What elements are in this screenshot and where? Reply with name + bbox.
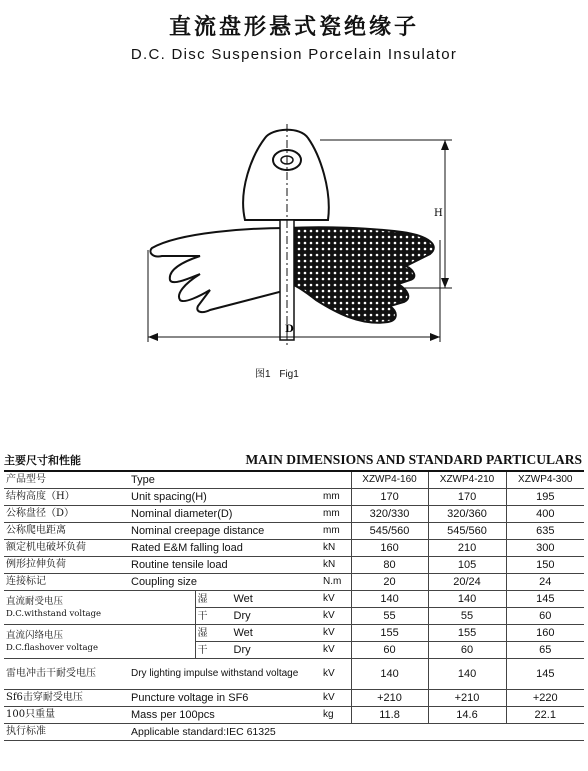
row-unit: mm [321, 523, 351, 540]
row-unit: mm [321, 489, 351, 506]
row-value: 14.6 [428, 707, 506, 724]
row-label-cn: 公称爬电距离 [4, 523, 129, 540]
row-value: 65 [506, 642, 584, 659]
row-value: 145 [506, 659, 584, 690]
row-label-en: Nominal diameter(D) [129, 506, 321, 523]
figure-caption-en: Fig1 [279, 369, 299, 380]
row-value: 150 [506, 557, 584, 574]
shed-left [150, 228, 287, 312]
row-label-cn: 例形拉伸负荷 [4, 557, 129, 574]
row-value: 160 [506, 625, 584, 642]
table-row-withstand-wet: 直流耐受电压 D.C.withstand voltage 湿 Wet kV 140 140 145 [4, 591, 584, 608]
table-row [4, 574, 584, 591]
figure-caption [255, 365, 299, 380]
figure-caption-cn: 图1 [255, 369, 271, 380]
row-value: 140 [351, 591, 428, 608]
row-value: +210 [351, 690, 428, 707]
row-unit: kN [321, 557, 351, 574]
row-value: 160 [351, 540, 428, 557]
row-value: 140 [428, 659, 506, 690]
specs-table [4, 470, 584, 741]
row-value: 300 [506, 540, 584, 557]
row-value: 20 [351, 574, 428, 591]
row-value: 11.8 [351, 707, 428, 724]
table-row [4, 557, 584, 574]
row-value: 24 [506, 574, 584, 591]
header-model: XZWP4-160 [351, 471, 428, 489]
row-value: 80 [351, 557, 428, 574]
row-value: 195 [506, 489, 584, 506]
row-value: 145 [506, 591, 584, 608]
row-value: 545/560 [351, 523, 428, 540]
row-value: +210 [428, 690, 506, 707]
withstand-label: 直流耐受电压 D.C.withstand voltage [4, 591, 195, 625]
row-value: 320/330 [351, 506, 428, 523]
row-value: 170 [351, 489, 428, 506]
table-row [4, 506, 584, 523]
h-arrow-top [441, 140, 449, 150]
header-type-en: Type [129, 471, 321, 489]
insulator-cross-section-svg [140, 120, 460, 350]
table-row-standard: 执行标准 Applicable standard:IEC 61325 [4, 724, 584, 741]
row-value: 140 [351, 659, 428, 690]
row-value: 20/24 [428, 574, 506, 591]
d-label: D [285, 324, 294, 335]
row-value: 155 [351, 625, 428, 642]
table-row-flashover-dry: 干 Dry kV 60 60 65 [4, 642, 584, 659]
table-header-row [4, 471, 584, 489]
row-value: 400 [506, 506, 584, 523]
h-arrow-bottom [441, 278, 449, 288]
d-arrow-left [148, 333, 158, 341]
table-row-withstand-dry: 干 Dry kV 55 55 60 [4, 608, 584, 625]
row-label-en: Unit spacing(H) [129, 489, 321, 506]
table-row-puncture: Sf6击穿耐受电压 Puncture voltage in SF6 kV +210 +210 +220 [4, 690, 584, 707]
header-type-cn: 产品型号 [4, 471, 129, 489]
row-label-cn: 公称盘径（D） [4, 506, 129, 523]
row-label-en: Routine tensile load [129, 557, 321, 574]
row-unit: mm [321, 506, 351, 523]
d-arrow-right [430, 333, 440, 341]
row-value: 105 [428, 557, 506, 574]
table-row-impulse: 雷电冲击干耐受电压 Dry lighting impulse withstand voltage kV 140 140 145 [4, 659, 584, 690]
shed-right [287, 227, 434, 322]
row-label-cn: 结构高度（H） [4, 489, 129, 506]
row-label-en: Rated E&M falling load [129, 540, 321, 557]
table-row [4, 489, 584, 506]
row-value: +220 [506, 690, 584, 707]
row-value: 55 [351, 608, 428, 625]
row-value: 170 [428, 489, 506, 506]
header-model: XZWP4-300 [506, 471, 584, 489]
row-value: 60 [506, 608, 584, 625]
row-value: 140 [428, 591, 506, 608]
cap [243, 130, 329, 220]
table-row-mass: 100只重量 Mass per 100pcs kg 11.8 14.6 22.1 [4, 707, 584, 724]
row-value: 155 [428, 625, 506, 642]
row-value: 22.1 [506, 707, 584, 724]
row-unit: N.m [321, 574, 351, 591]
row-label-cn: 连接标记 [4, 574, 129, 591]
row-value: 60 [428, 642, 506, 659]
flashover-label: 直流闪络电压 D.C.flashover voltage [4, 625, 195, 659]
row-unit: kN [321, 540, 351, 557]
row-value: 60 [351, 642, 428, 659]
table-row [4, 540, 584, 557]
table-row-flashover-wet: 直流闪络电压 D.C.flashover voltage 湿 Wet kV 155 155 160 [4, 625, 584, 642]
header-model: XZWP4-210 [428, 471, 506, 489]
row-label-en: Coupling size [129, 574, 321, 591]
row-value: 635 [506, 523, 584, 540]
row-value: 210 [428, 540, 506, 557]
section-title-cn: 主要尺寸和性能 [4, 454, 81, 467]
page-title-cn: 直流盘形悬式瓷绝缘子 [168, 14, 419, 40]
row-label-cn: 额定机电破坏负荷 [4, 540, 129, 557]
row-label-en: Nominal creepage distance [129, 523, 321, 540]
insulator-drawing [140, 120, 460, 350]
page-title-en: D.C. Disc Suspension Porcelain Insulator [130, 46, 458, 63]
row-value: 55 [428, 608, 506, 625]
row-value: 320/360 [428, 506, 506, 523]
table-row [4, 523, 584, 540]
section-title-en: MAIN DIMENSIONS AND STANDARD PARTICULARS [245, 452, 582, 467]
h-label: H [434, 208, 443, 219]
row-value: 545/560 [428, 523, 506, 540]
